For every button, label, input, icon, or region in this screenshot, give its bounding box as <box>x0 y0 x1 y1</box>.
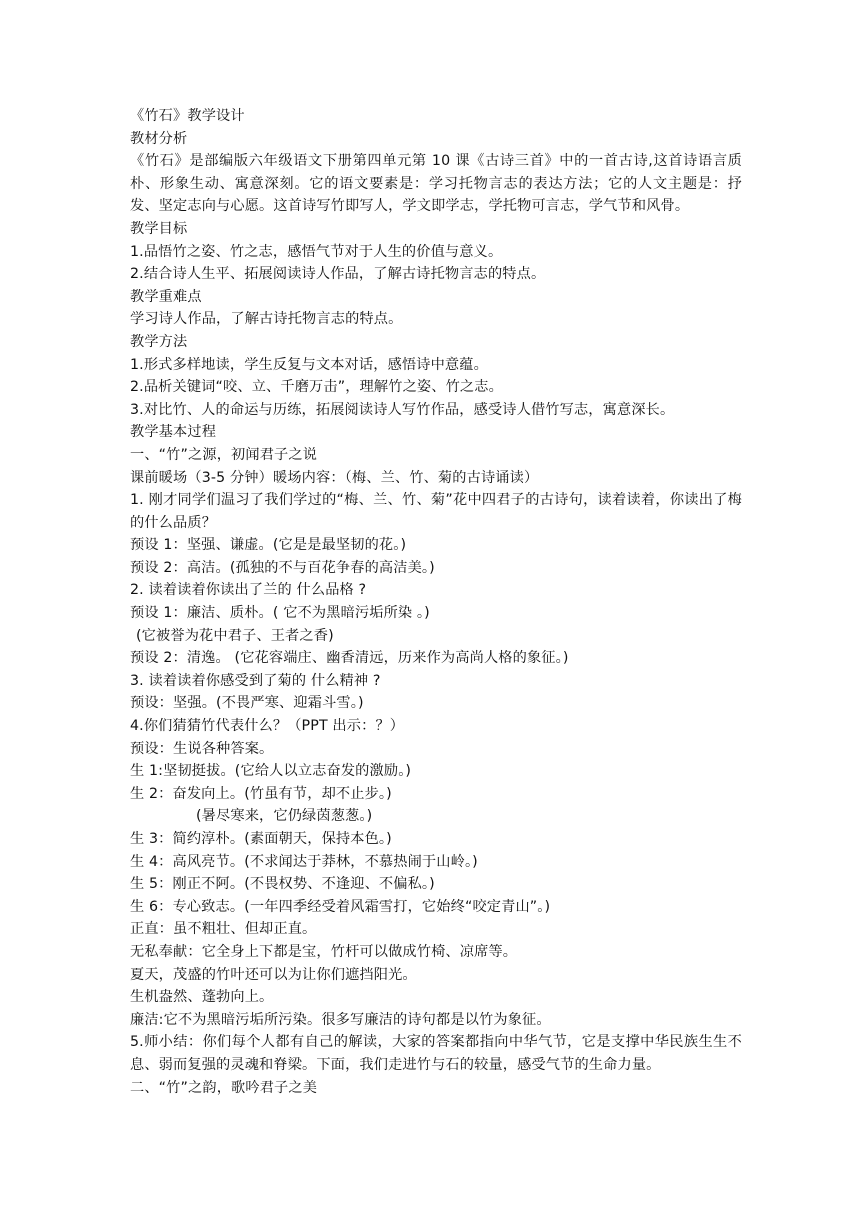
text-line-q2b: (它被誉为花中君子、王者之香) <box>136 627 334 644</box>
text-line-m1: 1.形式多样地读，学生反复与文本对话，感悟诗中意蕴。 <box>130 356 488 373</box>
text-line-m3: 3.对比竹、人的命运与历练，拓展阅读诗人写竹作品，感受诗人借竹写志，寓意深长。 <box>130 401 675 418</box>
text-line-e4: 生机盎然、蓬勃向上。 <box>130 989 274 1006</box>
text-line-h-key: 教学重难点 <box>130 288 202 305</box>
text-line-st2b: (暑尽寒来，它仍绿茵葱葱。) <box>196 808 373 825</box>
text-line-q2: 2. 读着读着你读出了兰的 什么品格 ? <box>130 582 367 599</box>
text-line-e2: 无私奉献：它全身上下都是宝，竹杆可以做成竹椅、凉席等。 <box>130 943 518 960</box>
text-line-q1a: 预设 1：坚强、谦虚。(它是是最坚韧的花。) <box>130 537 407 554</box>
text-line-q4: 4.你们猜猜竹代表什么？（PPT 出示：？） <box>130 718 405 735</box>
text-line-q2c: 预设 2：清逸。 (它花容端庄、幽香清远，历来作为高尚人格的象征。) <box>130 650 569 667</box>
text-line-h-process: 教学基本过程 <box>130 424 217 441</box>
document-body <box>130 105 742 1099</box>
document-lines <box>130 128 742 1100</box>
text-line-st2: 生 2：奋发向上。(竹虽有节，却不止步。) <box>130 785 392 802</box>
text-line-q1: 1. 刚才同学们温习了我们学过的“梅、兰、竹、菊”花中四君子的古诗句，读着读着，你读出了梅的什么品质？ <box>130 492 742 531</box>
text-line-st1: 生 1:坚韧挺拔。(它给人以立志奋发的激励。) <box>130 763 412 780</box>
text-line-st5: 生 5：刚正不阿。(不畏权势、不逢迎、不偏私。) <box>130 876 435 893</box>
text-line-q4a: 预设：生说各种答案。 <box>130 740 274 757</box>
text-line-s1: 一、“竹”之源，初闻君子之说 <box>130 446 318 463</box>
text-line-q3: 3. 读着读着你感受到了菊的 什么精神 ? <box>130 672 381 689</box>
text-line-e5: 廉洁:它不为黑暗污垢所污染。很多写廉洁的诗句都是以竹为象征。 <box>130 1011 551 1028</box>
text-line-e3: 夏天，茂盛的竹叶还可以为让你们遮挡阳光。 <box>130 966 417 983</box>
document-title: 《竹石》教学设计 <box>130 108 245 124</box>
text-line-h-method: 教学方法 <box>130 333 188 350</box>
text-line-s2: 二、“竹”之韵，歌吟君子之美 <box>130 1079 318 1096</box>
text-line-m2: 2.品析关键词“咬、立、千磨万击”，理解竹之姿、竹之志。 <box>130 379 503 396</box>
text-line-q2a: 预设 1：廉洁、质朴。( 它不为黑暗污垢所染 。) <box>130 605 430 622</box>
text-line-k1: 学习诗人作品，了解古诗托物言志的特点。 <box>130 311 403 328</box>
text-line-q3a: 预设：坚强。(不畏严寒、迎霜斗雪。) <box>130 695 364 712</box>
text-line-h-goals: 教学目标 <box>130 220 188 237</box>
text-line-p-analysis: 《竹石》是部编版六年级语文下册第四单元第 10 课《古诗三首》中的一首古诗,这首诗语言质朴、形象生动、寓意深刻。它的语文要素是：学习托物言志的表达方法；它的人文主题是：抒发、坚定志向与心愿。这首诗写竹即写人，学文即学志，学托物可言志，学气节和风骨。 <box>130 153 742 215</box>
text-line-st3: 生 3：简约淳朴。(素面朝天，保持本色。) <box>130 831 392 847</box>
text-line-q1b: 预设 2：高洁。(孤独的不与百花争春的高洁美。) <box>130 559 435 576</box>
text-line-g1: 1.品悟竹之姿、竹之志，感悟气节对于人生的价值与意义。 <box>130 243 503 260</box>
text-line-h-analysis: 教材分析 <box>130 130 188 147</box>
text-line-g2: 2.结合诗人生平、拓展阅读诗人作品，了解古诗托物言志的特点。 <box>130 266 546 283</box>
text-line-sum: 5.师小结：你们每个人都有自己的解读，大家的答案都指向中华气节，它是支撑中华民族生生不息、弱而复强的灵魂和脊梁。下面，我们走进竹与石的较量，感受气节的生命力量。 <box>130 1034 742 1073</box>
text-line-s1a: 课前暖场（3-5 分钟）暖场内容：（梅、兰、竹、菊的古诗诵读） <box>130 469 539 486</box>
text-line-st6: 生 6：专心致志。(一年四季经受着风霜雪打，它始终“咬定青山”。) <box>130 898 551 915</box>
text-line-e1: 正直：虽不粗壮、但却正直。 <box>130 921 317 938</box>
text-line-st4: 生 4：高风亮节。(不求闻达于莽林，不慕热闹于山岭。) <box>130 853 478 870</box>
